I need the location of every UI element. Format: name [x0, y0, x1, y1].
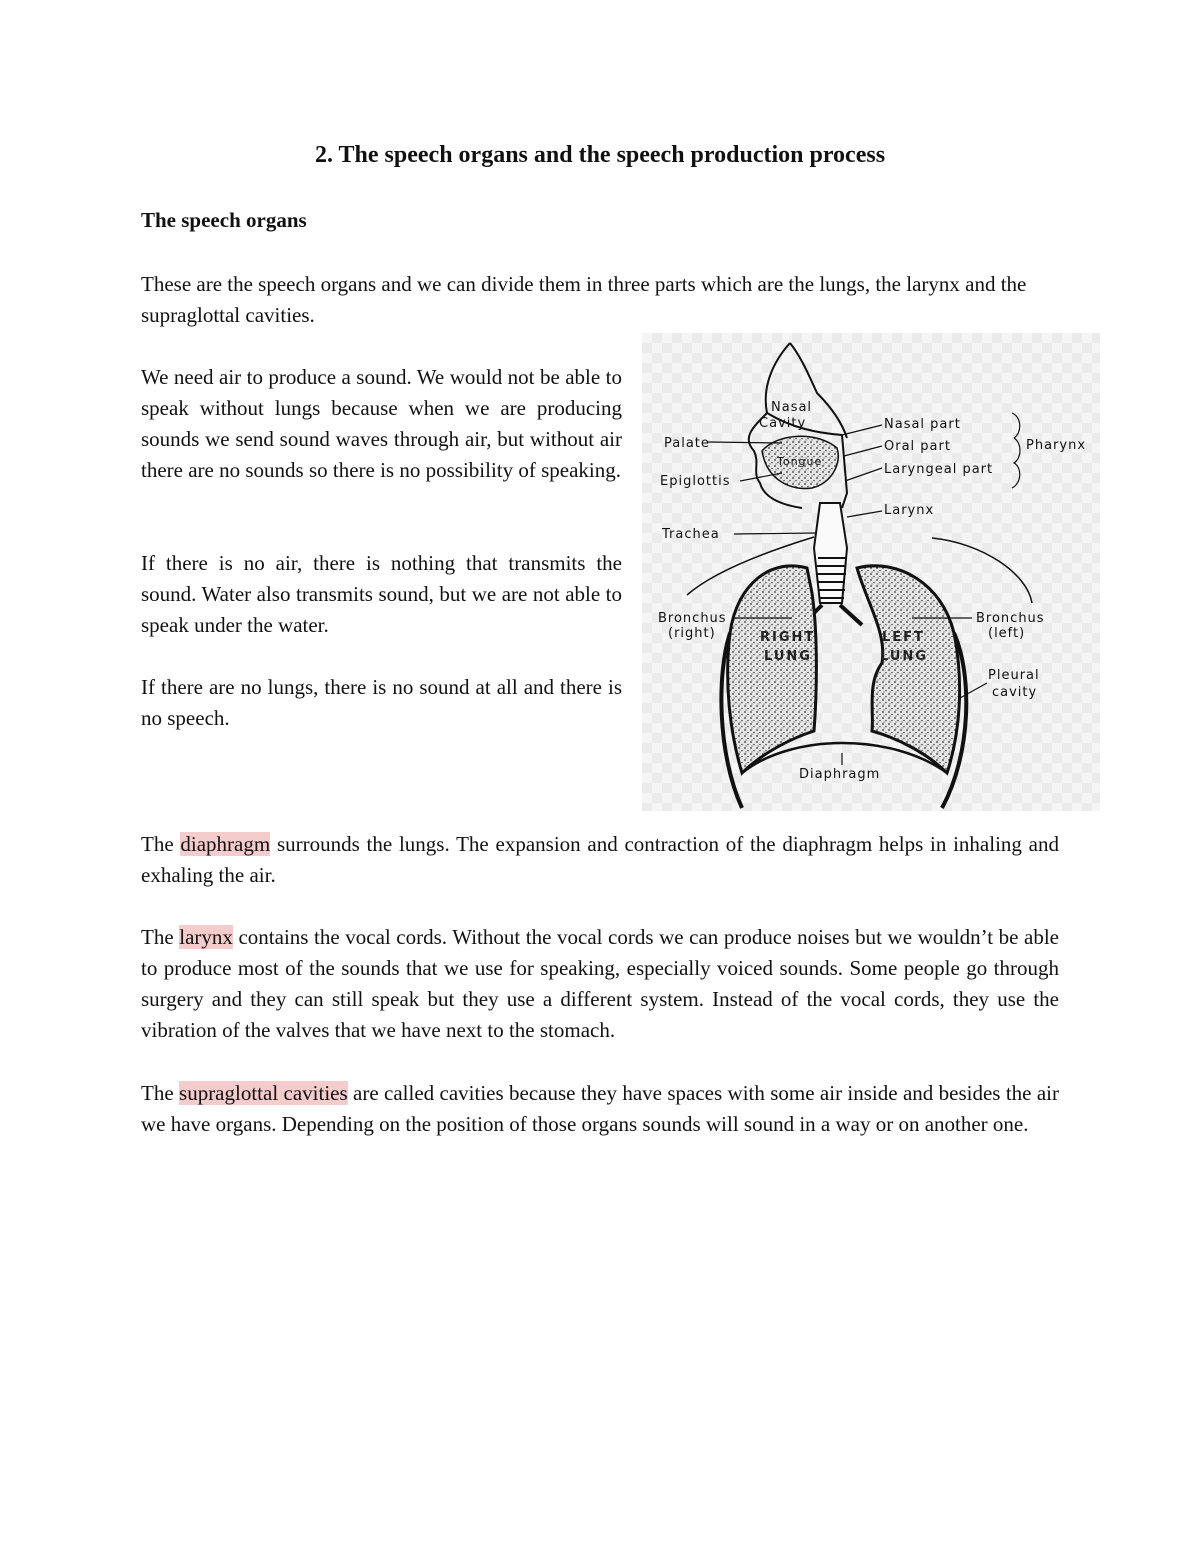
label-palate: Palate: [664, 436, 710, 451]
label-right-lung-2: LUNG: [764, 649, 812, 664]
label-nasal-cavity-2: Cavity: [759, 416, 807, 431]
air-paragraph: We need air to produce a sound. We would not be able to speak without lungs because when we are producing sounds we send sound waves through air, but without air there are no sounds so there is no possibility of speaking.: [141, 365, 622, 482]
section-heading: The speech organs: [141, 208, 307, 232]
diaphragm-paragraph: [141, 829, 1059, 891]
label-larynx: Larynx: [884, 503, 935, 518]
label-oral-part: Oral part: [884, 439, 951, 454]
label-tongue: Tongue: [777, 455, 823, 468]
label-laryngeal-part: Laryngeal part: [884, 462, 994, 477]
label-bronchus-right-1: Bronchus: [658, 611, 727, 626]
intro-paragraph: These are the speech organs and we can divide them in three parts which are the lungs, the larynx and the supraglottal cavities.: [141, 272, 1027, 327]
label-pleural-cavity-2: cavity: [992, 685, 1038, 700]
highlight-larynx: larynx: [179, 925, 233, 949]
transmit-paragraph: If there is no air, there is nothing that transmits the sound. Water also transmits sound, but we are not able to speak under the water.: [141, 551, 622, 637]
highlight-supraglottal-cavities: supraglottal cavities: [179, 1081, 348, 1105]
label-diaphragm: Diaphragm: [799, 767, 881, 782]
label-bronchus-right-2: (right): [668, 626, 716, 641]
diaphragm-paragraph-after: surrounds the lungs. The expansion and contraction of the diaphragm helps in inhaling and exhaling the air.: [141, 832, 1059, 887]
label-pleural-cavity-1: Pleural: [988, 668, 1040, 683]
right-lung: [728, 566, 817, 773]
page-title: 2. The speech organs and the speech production process: [314, 142, 886, 168]
label-left-lung-1: LEFT: [882, 630, 925, 645]
label-bronchus-left-1: Bronchus: [976, 611, 1045, 626]
larynx-paragraph: [141, 922, 1059, 1046]
label-right-lung-1: RIGHT: [760, 630, 816, 645]
label-bronchus-left-2: (left): [988, 626, 1026, 641]
cavities-paragraph-after: are called cavities because they have spaces with some air inside and besides the air we have organs. Depending on the position of those organs sounds will sound in a way or on another one.: [141, 1081, 1059, 1136]
label-pharynx: Pharynx: [1026, 438, 1087, 453]
left-lung: [857, 566, 960, 773]
larynx-paragraph-after: contains the vocal cords. Without the vocal cords we can produce noises but we wouldn’t be able to produce most of the sounds that we use for speaking, especially voiced sounds. Some people go through surgery and they can still speak but they use a different system. Instead of the vocal cords, they use the vibration of the valves that we have next to the stomach.: [141, 925, 1060, 1042]
speech-organs-diagram: [642, 333, 1100, 811]
label-left-lung-2: LUNG: [880, 649, 928, 664]
highlight-diaphragm: diaphragm: [180, 832, 271, 856]
cavities-paragraph-before: The: [141, 1081, 180, 1105]
diaphragm-paragraph-before: The: [141, 832, 181, 856]
label-trachea: Trachea: [662, 527, 720, 542]
lungs-paragraph: If there are no lungs, there is no sound at all and there is no speech.: [141, 675, 622, 730]
label-nasal-cavity-1: Nasal: [771, 400, 813, 415]
cavities-paragraph: [141, 1078, 1059, 1140]
larynx-paragraph-before: The: [141, 925, 180, 949]
label-epiglottis: Epiglottis: [660, 474, 731, 489]
label-nasal-part: Nasal part: [884, 417, 961, 432]
